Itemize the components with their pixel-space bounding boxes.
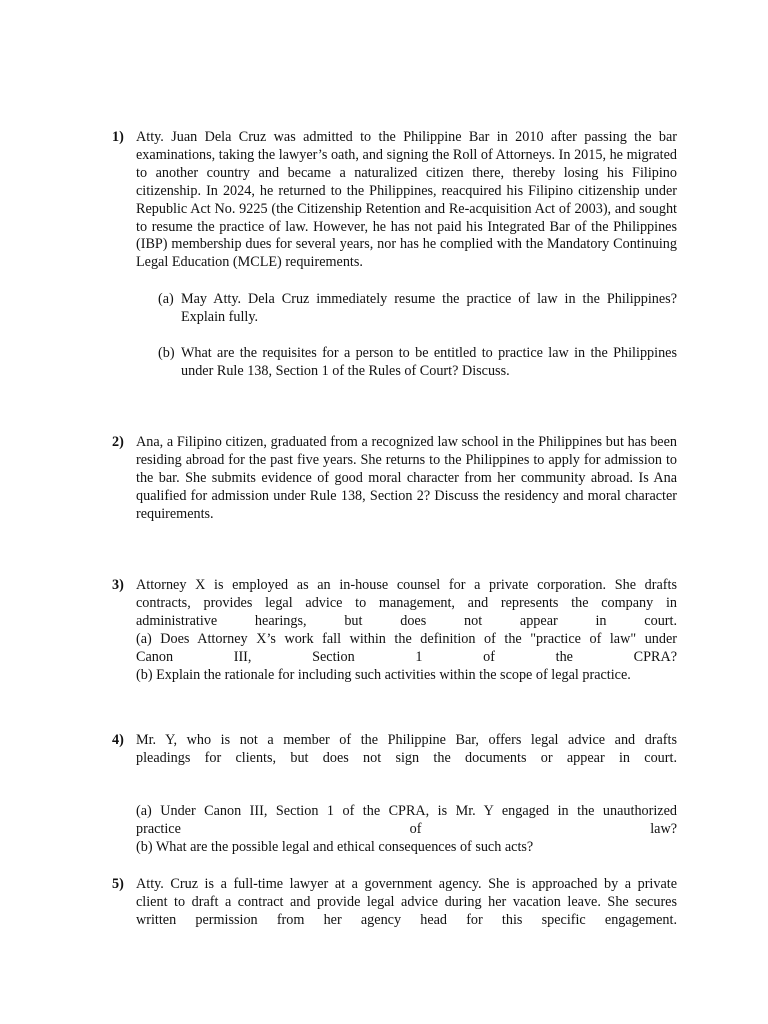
question-line: (a) Under Canon III, Section 1 of the CPRA, is Mr. Y engaged in the unauthorized	[136, 803, 677, 819]
sub-question-text: What are the requisites for a person to be entitled to practice law in the Philippines under Rule 138, Section 1 of the Rules of Court? Discuss.	[181, 345, 677, 379]
question-text	[136, 577, 677, 684]
question-number: 2)	[112, 434, 124, 450]
sub-question-label: (b)	[158, 345, 175, 361]
question-line: (b) Explain the rationale for including such activities within the scope of legal practice.	[136, 666, 631, 683]
question-text	[136, 732, 677, 768]
question-3	[112, 577, 677, 684]
question-line: Mr. Y, who is not a member of the Philippine Bar, offers legal advice and drafts	[136, 732, 677, 748]
question-line: Atty. Cruz is a full-time lawyer at a government agency. She is approached by a private	[136, 876, 677, 892]
question-1	[112, 129, 677, 272]
question-5	[112, 876, 677, 930]
question-line: pleadings for clients, but does not sign the documents or appear in court.	[136, 749, 677, 766]
question-number: 5)	[112, 876, 124, 892]
sub-question-label: (a)	[158, 291, 174, 307]
question-text: Ana, a Filipino citizen, graduated from a recognized law school in the Philippines but has been residing abroad for the past five years. She returns to the Philippines to apply for admission to the bar. She submits evidence of good moral character from her community abroad. Is Ana qualified for admission under Rule 138, Section 2? Discuss the residency and moral character requirements.	[136, 434, 677, 522]
question-line: contracts, provides legal advice to management, and represents the company in	[136, 594, 677, 611]
question-number: 1)	[112, 129, 124, 145]
question-line: (a) Does Attorney X’s work fall within the definition of the "practice of law" under	[136, 630, 677, 647]
question-number: 4)	[112, 732, 124, 748]
question-text	[136, 876, 677, 930]
question-4-subparts	[136, 803, 677, 857]
question-1-sub-b	[158, 345, 677, 381]
sub-question-text: May Atty. Dela Cruz immediately resume the practice of law in the Philippines? Explain fully.	[181, 291, 677, 325]
question-line: (b) What are the possible legal and ethical consequences of such acts?	[136, 838, 534, 855]
question-line: client to draft a contract and provide legal advice during her vacation leave. She secures	[136, 893, 677, 910]
question-line: Canon III, Section 1 of the CPRA?	[136, 648, 677, 665]
question-line: Attorney X is employed as an in-house counsel for a private corporation. She drafts	[136, 577, 677, 593]
question-4	[112, 732, 677, 768]
question-line: administrative hearings, but does not appear in court.	[136, 612, 677, 629]
question-line: practice of law?	[136, 820, 677, 837]
question-text: Atty. Juan Dela Cruz was admitted to the Philippine Bar in 2010 after passing the bar examinations, taking the lawyer’s oath, and signing the Roll of Attorneys. In 2015, he migrated to another country and became a naturalized citizen there, thereby losing his Filipino citizenship. In 2024, he returned to the Philippines, reacquired his Filipino citizenship under Republic Act No. 9225 (the Citizenship Retention and Re-acquisition Act of 2003), and sought to resume the practice of law. However, he has not paid his Integrated Bar of the Philippines (IBP) membership dues for several years, nor has he complied with the Mandatory Continuing Legal Education (MCLE) requirements.	[136, 129, 677, 271]
question-line: written permission from her agency head for this specific engagement.	[136, 911, 677, 928]
question-number: 3)	[112, 577, 124, 593]
question-1-sub-a	[158, 291, 677, 327]
question-2	[112, 434, 677, 524]
